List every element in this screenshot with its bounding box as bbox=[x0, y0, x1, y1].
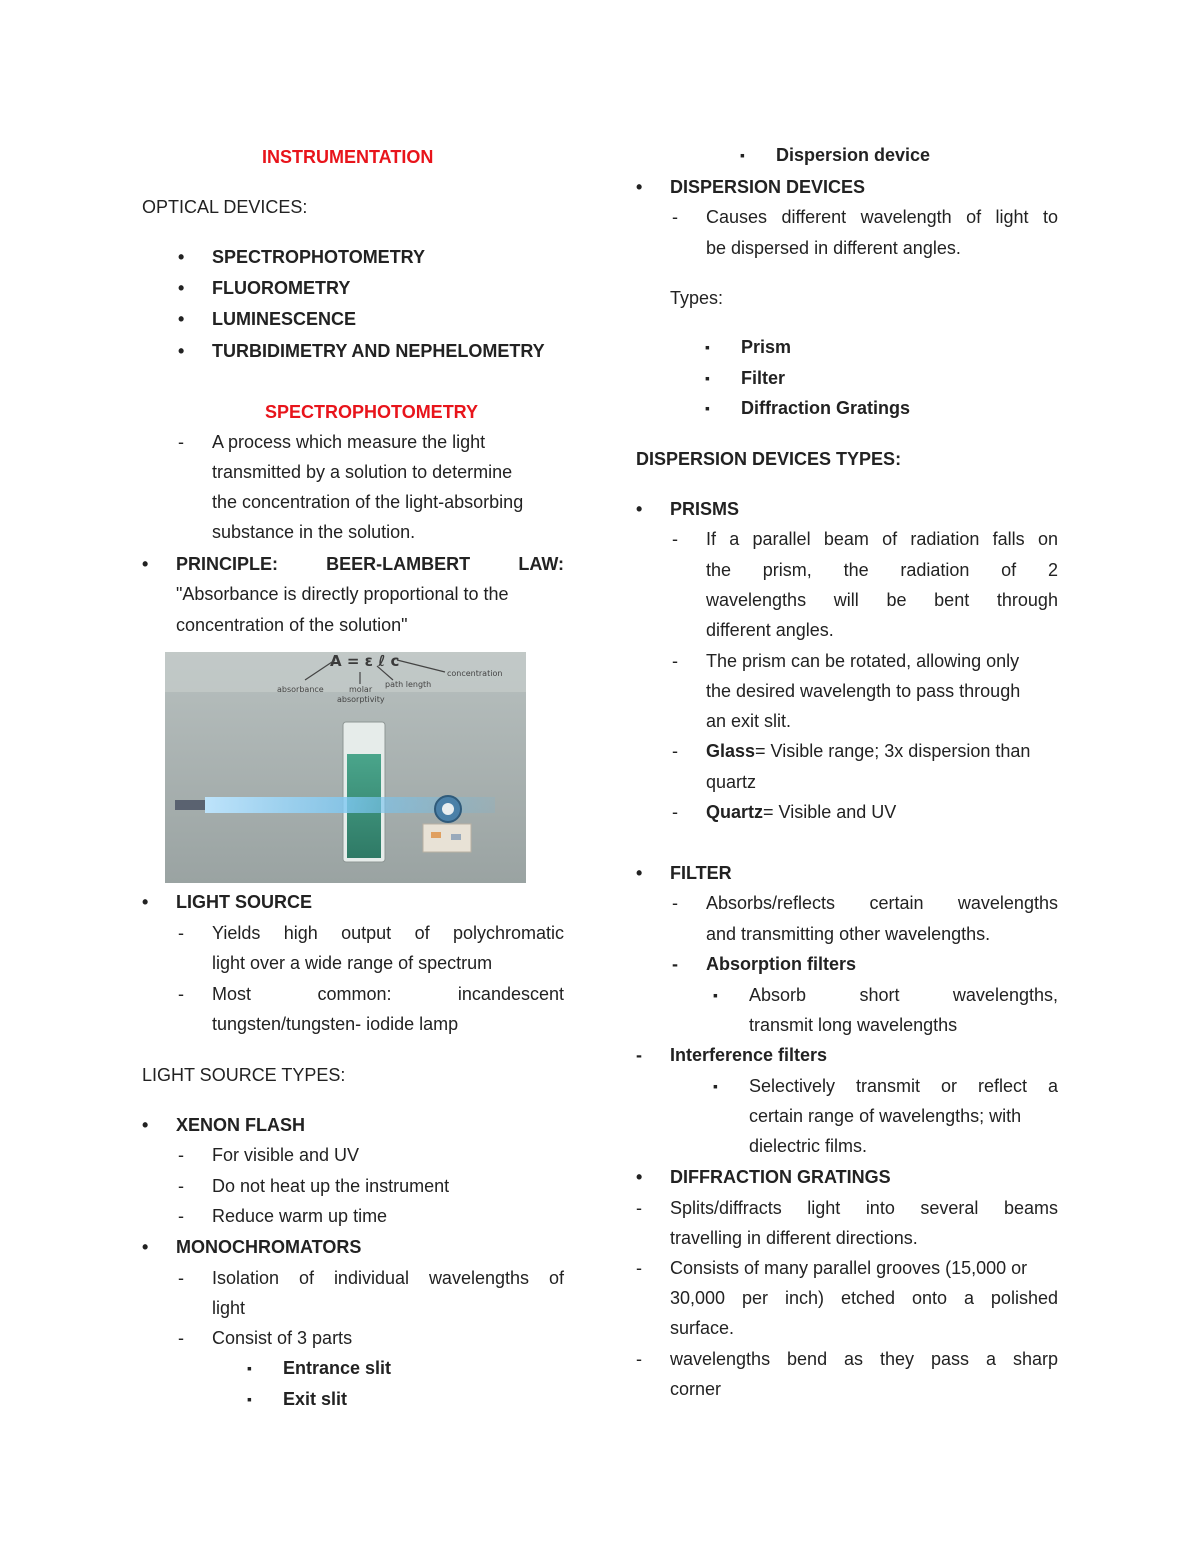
spectro-def-line bbox=[212, 431, 564, 453]
word: short bbox=[859, 985, 900, 1005]
word: - Causes bbox=[706, 207, 768, 227]
principle-line bbox=[176, 553, 564, 575]
detector-light bbox=[431, 832, 441, 838]
word: beam bbox=[823, 529, 869, 549]
word: wavelength bbox=[860, 207, 952, 227]
word: certain bbox=[869, 893, 924, 913]
mono-line: light bbox=[212, 1298, 246, 1318]
list-item: • LUMINESCENCE bbox=[212, 308, 356, 330]
word: of bbox=[298, 1268, 314, 1288]
word: the bbox=[706, 560, 732, 580]
types-heading: Types: bbox=[670, 288, 724, 308]
word: per bbox=[742, 1288, 769, 1308]
word: - Most bbox=[212, 984, 252, 1004]
word: ▪ Absorb bbox=[749, 985, 807, 1005]
prism-line bbox=[706, 589, 1058, 611]
spectro-def-line: substance in the solution. bbox=[212, 522, 416, 542]
mono-line bbox=[212, 1267, 564, 1289]
quartz-line bbox=[706, 801, 896, 823]
list-item: - For visible and UV bbox=[212, 1144, 359, 1166]
word: into bbox=[865, 1198, 895, 1218]
word: of bbox=[966, 207, 982, 227]
word: radiation bbox=[900, 560, 970, 580]
word: transmit bbox=[856, 1076, 921, 1096]
list-item: - Do not heat up the instrument bbox=[212, 1175, 449, 1197]
list-item: ▪ Exit slit bbox=[283, 1388, 347, 1410]
filter-line: and transmitting other wavelengths. bbox=[706, 924, 991, 944]
beer-lambert-figure bbox=[165, 652, 526, 883]
abs-line bbox=[749, 984, 1058, 1006]
word: - Isolation bbox=[212, 1268, 280, 1288]
word: - Splits/diffracts bbox=[670, 1198, 782, 1218]
ddt-heading: DISPERSION DEVICES TYPES: bbox=[636, 449, 902, 469]
prism-line bbox=[706, 559, 1058, 581]
word: light bbox=[995, 207, 1029, 227]
glass-line: quartz bbox=[706, 772, 757, 792]
quartz-text: = Visible and UV bbox=[763, 802, 897, 822]
word: 30,000 bbox=[670, 1288, 726, 1308]
list-item: ▪ Diffraction Gratings bbox=[741, 397, 910, 419]
ls-line: tungsten/tungsten- iodide lamp bbox=[212, 1014, 459, 1034]
absorbance-label: absorbance bbox=[277, 685, 324, 694]
word: wavelengths, bbox=[952, 985, 1058, 1005]
word: to bbox=[1042, 207, 1058, 227]
word: or bbox=[941, 1076, 958, 1096]
word: different bbox=[781, 207, 847, 227]
text-span: LAW: bbox=[518, 554, 564, 574]
dg-line bbox=[670, 1348, 1058, 1370]
word: through bbox=[996, 590, 1058, 610]
xenon-heading: • XENON FLASH bbox=[176, 1114, 305, 1136]
glass-line bbox=[706, 740, 1030, 762]
filter-line bbox=[706, 892, 1058, 914]
mono-heading: • MONOCHROMATORS bbox=[176, 1236, 361, 1258]
word: incandescent bbox=[457, 984, 564, 1004]
word: several bbox=[920, 1198, 979, 1218]
principle-quote-line: "Absorbance is directly proportional to the bbox=[176, 584, 509, 604]
word: parallel bbox=[752, 529, 811, 549]
word: will bbox=[833, 590, 859, 610]
word: of bbox=[414, 923, 430, 943]
interference-filters-heading: - Interference filters bbox=[670, 1044, 827, 1066]
dd-heading: • DISPERSION DEVICES bbox=[670, 176, 865, 198]
word: a bbox=[985, 1349, 996, 1369]
word: sharp bbox=[1012, 1349, 1058, 1369]
list-item: ▪ Entrance slit bbox=[283, 1357, 391, 1379]
dd-line bbox=[706, 206, 1058, 228]
word: polychromatic bbox=[452, 923, 564, 943]
detector-lens bbox=[442, 803, 454, 815]
word: etched bbox=[840, 1288, 895, 1308]
word: individual bbox=[333, 1268, 409, 1288]
word: high bbox=[283, 923, 318, 943]
principle-quote-line: concentration of the solution" bbox=[176, 615, 408, 635]
list-item: • SPECTROPHOTOMETRY bbox=[212, 246, 425, 268]
glass-text: = Visible range; 3x dispersion than bbox=[755, 741, 1031, 761]
word: of bbox=[548, 1268, 564, 1288]
light-source-heading: • LIGHT SOURCE bbox=[176, 891, 312, 913]
word: reflect bbox=[977, 1076, 1028, 1096]
word: a bbox=[729, 529, 740, 549]
word: inch) bbox=[784, 1288, 824, 1308]
int-line: dielectric films. bbox=[749, 1136, 868, 1156]
list-item: • FLUOROMETRY bbox=[212, 277, 350, 299]
optical-devices-heading: OPTICAL DEVICES: bbox=[142, 197, 308, 217]
word: the bbox=[843, 560, 869, 580]
text-line: - A process which measure the light bbox=[212, 432, 486, 452]
word: be bbox=[886, 590, 907, 610]
word: of bbox=[1001, 560, 1017, 580]
light-source-icon bbox=[175, 800, 205, 810]
dg-line: travelling in different directions. bbox=[670, 1228, 918, 1248]
list-item: • TURBIDIMETRY AND NEPHELOMETRY bbox=[212, 340, 545, 362]
word: onto bbox=[911, 1288, 947, 1308]
word: - Yields bbox=[212, 923, 261, 943]
document-title: INSTRUMENTATION bbox=[262, 147, 434, 167]
filter-heading: • FILTER bbox=[670, 862, 732, 884]
word: polished bbox=[990, 1288, 1058, 1308]
prisms-heading: • PRISMS bbox=[670, 498, 739, 520]
prism-line: an exit slit. bbox=[706, 711, 792, 731]
text-span: BEER-LAMBERT bbox=[326, 554, 471, 574]
spectro-def-line: transmitted by a solution to determine bbox=[212, 462, 513, 482]
prism-line: the desired wavelength to pass through bbox=[706, 681, 1021, 701]
word: falls bbox=[992, 529, 1025, 549]
dg-line: surface. bbox=[670, 1318, 735, 1338]
dg-line bbox=[670, 1287, 1058, 1309]
list-item: - Reduce warm up time bbox=[212, 1205, 387, 1227]
detector-body bbox=[423, 824, 471, 852]
glass-label: Glass bbox=[706, 741, 756, 761]
word: they bbox=[880, 1349, 915, 1369]
abs-line: transmit long wavelengths bbox=[749, 1015, 958, 1035]
int-line: certain range of wavelengths; with bbox=[749, 1106, 1022, 1126]
text-span: • PRINCIPLE: bbox=[176, 554, 279, 574]
prism-line: different angles. bbox=[706, 620, 834, 640]
diffraction-gratings-heading: • DIFFRACTION GRATINGS bbox=[670, 1166, 891, 1188]
beer-lambert-illustration bbox=[165, 652, 526, 883]
word: a bbox=[963, 1288, 974, 1308]
path-length-label: path length bbox=[385, 680, 432, 689]
word: output bbox=[341, 923, 392, 943]
word: a bbox=[1047, 1076, 1058, 1096]
list-item: ▪ Filter bbox=[741, 367, 785, 389]
word: common: bbox=[317, 984, 392, 1004]
word: 2 bbox=[1047, 560, 1058, 580]
dd-line: be dispersed in different angles. bbox=[706, 238, 961, 258]
ls-line: light over a wide range of spectrum bbox=[212, 953, 493, 973]
mono-line: - Consist of 3 parts bbox=[212, 1327, 352, 1349]
dg-line bbox=[670, 1197, 1058, 1219]
word: on bbox=[1037, 529, 1058, 549]
word: ▪ Selectively bbox=[749, 1076, 836, 1096]
concentration-label: concentration bbox=[447, 669, 503, 678]
absorptivity-label: absorptivity bbox=[337, 695, 385, 704]
absorption-filters-heading: - Absorption filters bbox=[706, 953, 856, 975]
word: beams bbox=[1003, 1198, 1058, 1218]
word: light bbox=[807, 1198, 841, 1218]
word: bend bbox=[787, 1349, 828, 1369]
list-item: ▪ Prism bbox=[741, 336, 791, 358]
word: wavelengths bbox=[706, 590, 807, 610]
word: radiation bbox=[910, 529, 980, 549]
word: wavelengths bbox=[428, 1268, 530, 1288]
word: - If bbox=[706, 529, 717, 549]
detector-light bbox=[451, 834, 461, 840]
word: - Absorbs/reflects bbox=[706, 893, 836, 913]
prism-line bbox=[706, 528, 1058, 550]
word: prism, bbox=[762, 560, 812, 580]
list-item: ▪ Dispersion device bbox=[776, 144, 930, 166]
word: bent bbox=[934, 590, 970, 610]
ls-line bbox=[212, 922, 564, 944]
word: wavelengths bbox=[957, 893, 1058, 913]
prism-line: - The prism can be rotated, allowing only bbox=[706, 650, 1019, 672]
spectro-def-line: the concentration of the light-absorbing bbox=[212, 492, 524, 512]
int-line bbox=[749, 1075, 1058, 1097]
dg-line: corner bbox=[670, 1379, 722, 1399]
word: - wavelengths bbox=[670, 1349, 771, 1369]
word: of bbox=[882, 529, 898, 549]
ls-types-heading: LIGHT SOURCE TYPES: bbox=[142, 1065, 346, 1085]
word: as bbox=[844, 1349, 864, 1369]
equation-label: A = ε ℓ c bbox=[330, 652, 400, 670]
dg-line: - Consists of many parallel grooves (15,000 or bbox=[670, 1257, 1027, 1279]
quartz-label: Quartz bbox=[706, 802, 764, 822]
ls-line bbox=[212, 983, 564, 1005]
molar-label: molar bbox=[349, 685, 373, 694]
word: pass bbox=[930, 1349, 970, 1369]
spectro-heading: SPECTROPHOTOMETRY bbox=[265, 402, 479, 422]
